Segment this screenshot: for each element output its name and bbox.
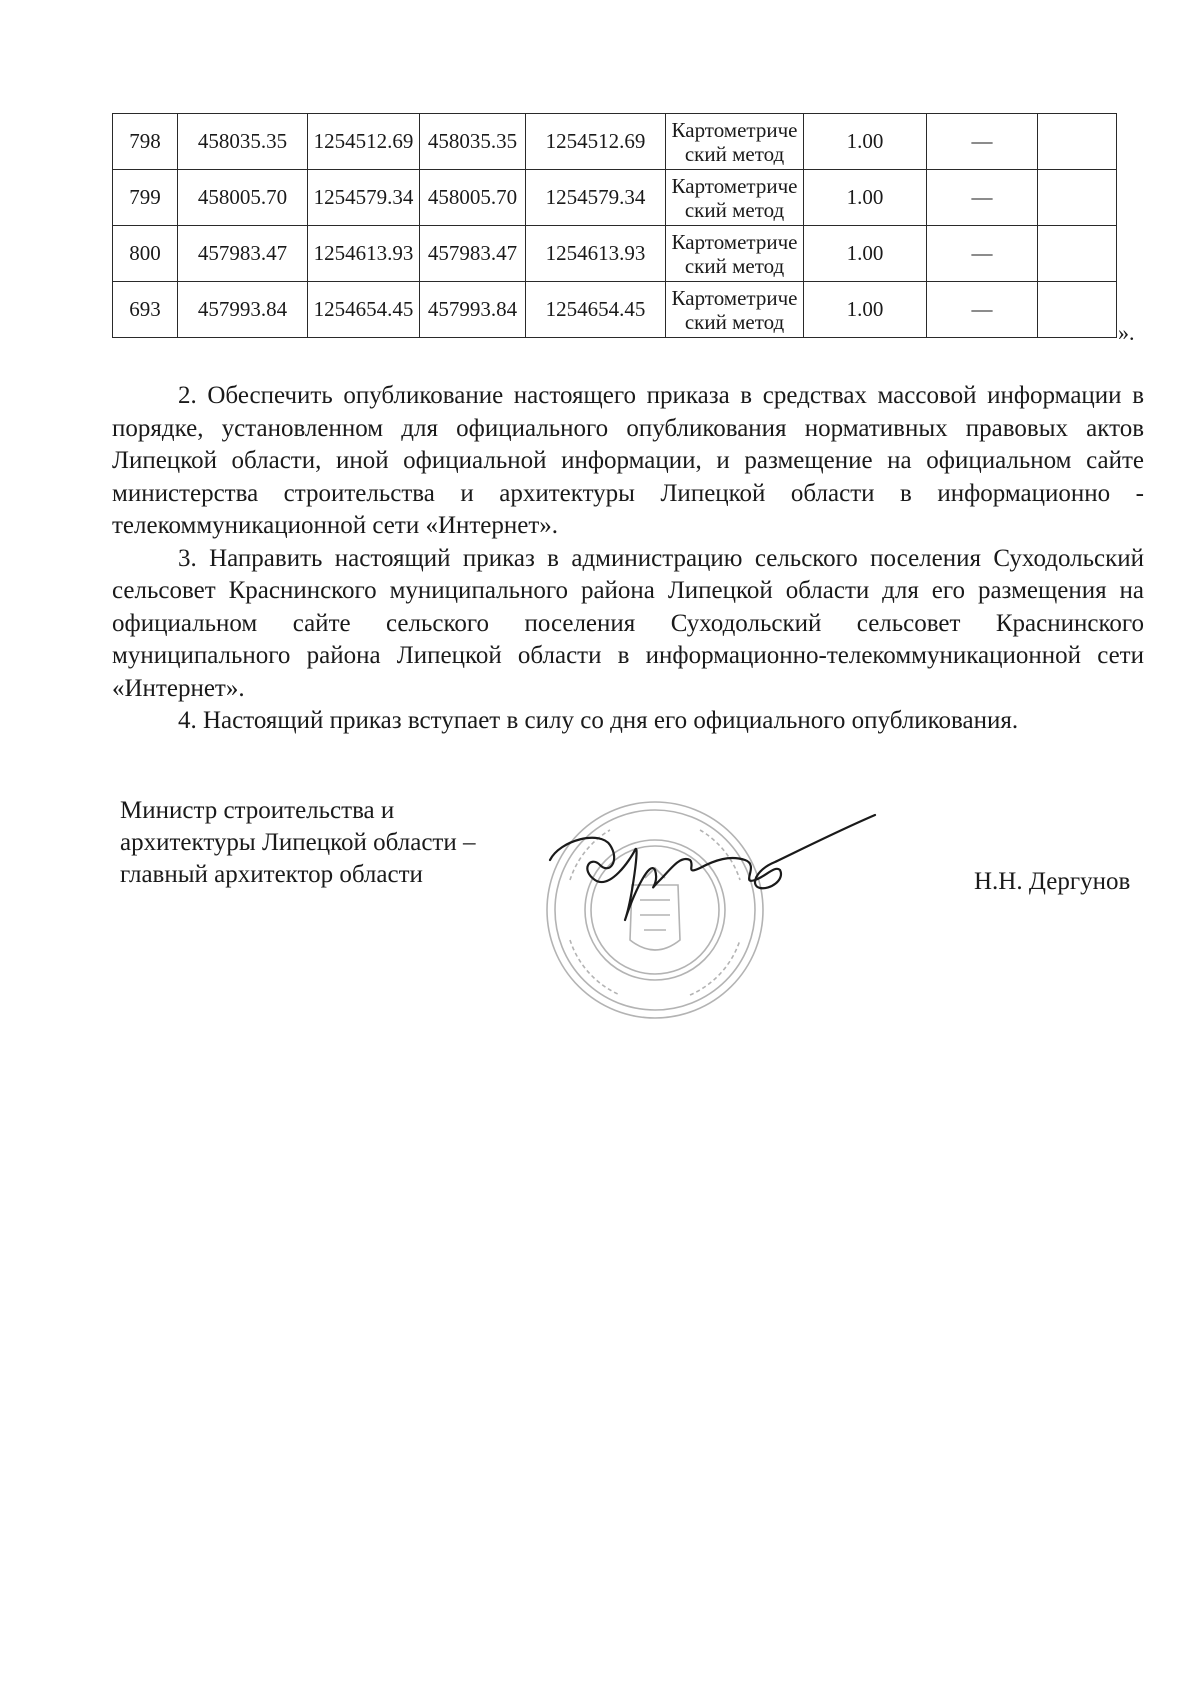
method-line: Картометриче [671,285,798,310]
cell-empty [1038,226,1117,282]
cell-y2: 1254579.34 [526,170,666,226]
cell-x2: 458005.70 [420,170,526,226]
order-paragraphs [112,380,1144,738]
cell-empty [1038,282,1117,338]
signatory-title-line: Министр строительства и [120,797,395,824]
coordinates-table [112,113,1117,338]
cell-y1: 1254613.93 [308,226,420,282]
cell-accuracy: 1.00 [804,114,927,170]
cell-method [666,226,804,282]
cell-extra: — [927,170,1038,226]
cell-method [666,114,804,170]
cell-extra: — [927,282,1038,338]
cell-point: 799 [113,170,178,226]
paragraph-2: 2. Обеспечить опубликование настоящего приказа в средствах массовой информации в порядке, установленном для официального опубликования нормативных правовых актов Липецкой области, иной официальной информации, и размещение на официальном сайте министерства строительства и архитектуры Липецкой области в информационно - телекоммуникационной сети «Интернет». [112,382,1144,539]
signatory-title [120,795,475,891]
method-line: ский метод [684,253,785,278]
method-line: ский метод [684,309,785,334]
cell-empty [1038,170,1117,226]
cell-y2: 1254613.93 [526,226,666,282]
signatory-title-line: главный архитектор области [120,861,423,888]
paragraph-4: 4. Настоящий приказ вступает в силу со дня его официального опубликования. [178,707,1019,734]
method-line: Картометриче [671,229,798,254]
method-line: ский метод [684,141,785,166]
cell-point: 800 [113,226,178,282]
cell-empty [1038,114,1117,170]
cell-method [666,282,804,338]
cell-x1: 457983.47 [178,226,308,282]
cell-accuracy: 1.00 [804,282,927,338]
cell-accuracy: 1.00 [804,170,927,226]
cell-extra: — [927,114,1038,170]
cell-point: 798 [113,114,178,170]
cell-x2: 457983.47 [420,226,526,282]
paragraph-3: 3. Направить настоящий приказ в администрацию сельского поселения Суходольский сельсовет Краснинского муниципального района Липецкой области для его размещения на официальном сайте сельского поселения Суходольский сельсовет Краснинского муниципального района Липецкой области в информационно-телекоммуникационной сети «Интернет». [112,544,1144,702]
table-row [113,170,1117,226]
cell-y1: 1254512.69 [308,114,420,170]
table-row [113,226,1117,282]
table-row [113,114,1117,170]
cell-x2: 457993.84 [420,282,526,338]
method-line: Картометриче [671,173,798,198]
cell-y2: 1254654.45 [526,282,666,338]
cell-point: 693 [113,282,178,338]
cell-y1: 1254579.34 [308,170,420,226]
cell-accuracy: 1.00 [804,226,927,282]
cell-method [666,170,804,226]
cell-x2: 458035.35 [420,114,526,170]
table-row [113,282,1117,338]
cell-y2: 1254512.69 [526,114,666,170]
cell-x1: 457993.84 [178,282,308,338]
signatory-title-line: архитектуры Липецкой области – [120,829,476,856]
signatory-name: Н.Н. Дергунов [974,868,1131,895]
cell-y1: 1254654.45 [308,282,420,338]
method-line: Картометриче [671,117,798,142]
handwritten-signature-icon [540,800,880,960]
method-line: ский метод [684,197,785,222]
cell-x1: 458005.70 [178,170,308,226]
closing-quote-mark: ». [1118,320,1135,345]
cell-extra: — [927,226,1038,282]
cell-x1: 458035.35 [178,114,308,170]
